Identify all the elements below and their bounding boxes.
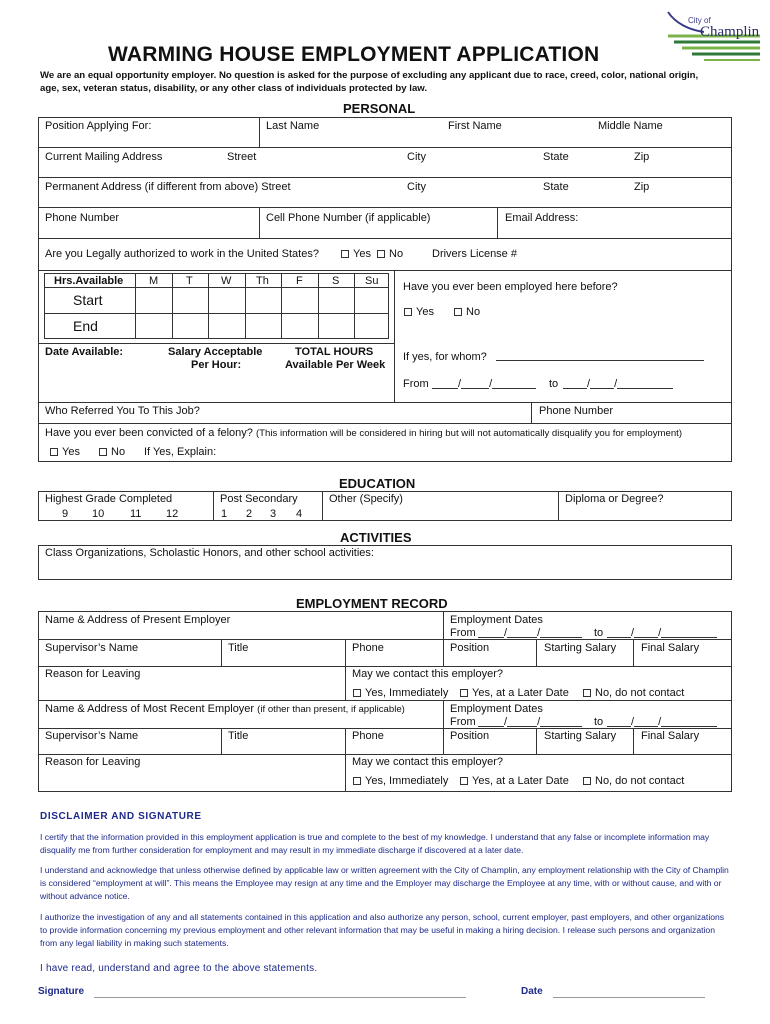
eeo-statement: We are an equal opportunity employer. No question is asked for the purpose of excluding any applicant due to race, creed, color, national origin, age, sex, veteran status, disability, or any other class of individuals protected by law.	[40, 70, 699, 94]
permanent-state-label: State	[543, 181, 569, 193]
present-supervisor-label: Supervisor’s Name	[45, 642, 139, 654]
signature-label: Signature	[38, 986, 85, 997]
logo-small-text: City of	[688, 16, 711, 25]
highest-grade-label: Highest Grade Completed	[45, 493, 173, 505]
checkbox[interactable]	[460, 777, 468, 785]
signature-line[interactable]	[94, 997, 466, 998]
present-employer-label: Name & Address of Present Employer	[45, 614, 231, 626]
end-row-label: End	[73, 318, 98, 334]
present-reason-input[interactable]	[45, 682, 339, 695]
grade-option-9[interactable]: 9	[62, 508, 69, 520]
option-immediately-label: Yes, Immediately	[365, 687, 449, 699]
permanent-address-label: Permanent Address (if different from above) Street	[45, 181, 291, 193]
mailing-zip-label: Zip	[634, 151, 650, 163]
last-name-input[interactable]	[266, 133, 442, 146]
position-input[interactable]	[45, 133, 253, 146]
from-label: From	[403, 378, 429, 390]
checkbox[interactable]	[50, 448, 58, 456]
phone-input[interactable]	[45, 224, 253, 237]
present-contact-immediately[interactable]	[353, 687, 448, 700]
salary-acceptable-label: Salary Acceptable	[168, 346, 263, 358]
year-option-2[interactable]: 2	[246, 508, 253, 520]
recent-employer-title: Name & Address of Most Recent Employer	[45, 703, 255, 715]
work-authorization-label: Are you Legally authorized to work in the United States?	[45, 248, 319, 260]
present-final-salary-label: Final Salary	[641, 642, 700, 654]
permanent-zip-label: Zip	[634, 181, 650, 193]
middle-name-input[interactable]	[598, 133, 728, 146]
employed-before-no-option[interactable]	[454, 306, 480, 319]
felony-question	[45, 427, 682, 440]
last-name-label: Last Name	[266, 120, 320, 132]
checkbox[interactable]	[583, 777, 591, 785]
present-title-label: Title	[228, 642, 249, 654]
checkbox[interactable]	[99, 448, 107, 456]
middle-name-label: Middle Name	[598, 120, 663, 132]
recent-to-label: to	[594, 716, 604, 728]
date-available-label: Date Available:	[45, 346, 124, 358]
recent-contact-no[interactable]	[583, 775, 684, 788]
checkbox[interactable]	[353, 777, 361, 785]
first-name-label: First Name	[448, 120, 502, 132]
recent-reason-label: Reason for Leaving	[45, 756, 141, 768]
authorized-yes-label: Yes	[353, 248, 371, 260]
permanent-address-input[interactable]	[45, 193, 725, 206]
grade-option-12[interactable]: 12	[166, 508, 179, 520]
authorized-no-label: No	[389, 248, 404, 260]
checkbox[interactable]	[460, 689, 468, 697]
diploma-label: Diploma or Degree?	[565, 493, 664, 505]
disclaimer-paragraph-3: I authorize the investigation of any and all statements contained in this application and also authorize any person, school, current employer, past employers, and other organizations to provide information concerning my previous employment and other relevant information that may be useful in making a hiring decision. I release such persons and organization from any legal liability in making such statements.	[40, 912, 725, 948]
mailing-address-label: Current Mailing Address	[45, 151, 163, 163]
email-input[interactable]	[505, 224, 727, 237]
present-employer-input[interactable]	[45, 626, 437, 639]
cell-label: Cell Phone Number (if applicable)	[266, 212, 431, 224]
day-friday: F	[296, 275, 303, 287]
cell-input[interactable]	[266, 224, 491, 237]
referred-input[interactable]	[210, 405, 525, 418]
recent-position-label: Position	[450, 730, 490, 742]
salary-input[interactable]	[168, 380, 268, 393]
total-hours-label: TOTAL HOURS	[295, 346, 374, 358]
hours-available-header: Hrs.Available	[54, 275, 124, 287]
employed-before-yes-label: Yes	[416, 306, 434, 318]
section-activities: ACTIVITIES	[340, 530, 412, 545]
felony-explain-label: If Yes, Explain:	[144, 446, 217, 458]
recent-supervisor-label: Supervisor’s Name	[45, 730, 139, 742]
agreement-statement: I have read, understand and agree to the above statements.	[40, 963, 318, 974]
option-immediately-label: Yes, Immediately	[365, 775, 449, 787]
section-education: EDUCATION	[339, 476, 416, 491]
recent-phone-label: Phone	[352, 730, 384, 742]
felony-explain-input[interactable]	[225, 446, 725, 459]
day-saturday: S	[332, 275, 340, 287]
day-thursday: Th	[256, 275, 269, 287]
other-specify-label: Other (Specify)	[329, 493, 403, 505]
disclaimer-paragraph-2: I understand and acknowledge that unless otherwise defined by applicable law or written agreement with the City of Champlin, any employment relationship with the City of Champlin is considered “employment at will”. This means the Employee may resign at any time and the Employer may discharge the Employee at any time, with or without cause, and with or without advance notice.	[40, 865, 729, 901]
felony-note: (This information will be considered in hiring but will not automatically disqualify you for employment)	[255, 428, 683, 439]
employed-before-no-label: No	[466, 306, 481, 318]
present-from-label: From	[450, 627, 476, 639]
mailing-state-label: State	[543, 151, 569, 163]
felony-no-option[interactable]	[99, 446, 125, 459]
activities-label: Class Organizations, Scholastic Honors, and other school activities:	[45, 547, 374, 559]
employed-before-yes-option[interactable]	[404, 306, 434, 319]
to-label: to	[549, 378, 559, 390]
email-label: Email Address:	[505, 212, 579, 224]
page-title: WARMING HOUSE EMPLOYMENT APPLICATION	[108, 43, 600, 66]
authorized-yes-option[interactable]	[341, 248, 371, 261]
grade-option-10[interactable]: 10	[92, 508, 105, 520]
recent-from-blank[interactable]: / /	[478, 716, 582, 729]
year-option-3[interactable]: 3	[270, 508, 277, 520]
permanent-city-label: City	[407, 181, 426, 193]
referrer-phone-label: Phone Number	[539, 405, 613, 417]
checkbox[interactable]	[377, 250, 385, 258]
checkbox[interactable]	[404, 308, 412, 316]
logo-name: Champlin	[700, 24, 760, 40]
first-name-input[interactable]	[448, 133, 592, 146]
recent-reason-input[interactable]	[45, 770, 339, 783]
recent-dates-label: Employment Dates	[450, 703, 543, 715]
day-monday: M	[149, 275, 159, 287]
recent-to-blank[interactable]: / /	[607, 716, 717, 729]
present-from-blank[interactable]: / /	[478, 627, 582, 640]
mailing-city-label: City	[407, 151, 426, 163]
other-specify-input[interactable]	[329, 507, 551, 520]
date-available-input[interactable]	[45, 380, 155, 393]
present-phone-label: Phone	[352, 642, 384, 654]
to-date-blank[interactable]: / /	[563, 378, 673, 391]
year-option-1[interactable]: 1	[221, 508, 228, 520]
present-dates-label: Employment Dates	[450, 614, 543, 626]
present-to-blank[interactable]: / /	[607, 627, 717, 640]
present-reason-label: Reason for Leaving	[45, 668, 141, 680]
recent-final-salary-label: Final Salary	[641, 730, 700, 742]
recent-contact-question: May we contact this employer?	[352, 756, 504, 768]
recent-starting-salary-label: Starting Salary	[544, 730, 617, 742]
recent-contact-immediately[interactable]	[353, 775, 448, 788]
start-row-label: Start	[73, 292, 103, 308]
year-option-4[interactable]: 4	[296, 508, 303, 520]
option-later-label: Yes, at a Later Date	[472, 775, 569, 787]
recent-from-label: From	[450, 716, 476, 728]
diploma-input[interactable]	[565, 507, 727, 520]
from-date-blank[interactable]: / /	[432, 378, 536, 391]
phone-label: Phone Number	[45, 212, 119, 224]
for-whom-line[interactable]	[496, 351, 704, 361]
day-tuesday: T	[186, 275, 193, 287]
mailing-street-label: Street	[227, 151, 257, 163]
per-hour-label: Per Hour:	[191, 359, 242, 371]
present-to-label: to	[594, 627, 604, 639]
present-contact-no[interactable]	[583, 687, 684, 700]
felony-no-label: No	[111, 446, 126, 458]
section-employment: EMPLOYMENT RECORD	[296, 596, 448, 611]
grade-option-11[interactable]: 11	[130, 508, 142, 520]
felony-label: Have you ever been convicted of a felony?	[45, 427, 253, 439]
option-no-label: No, do not contact	[595, 687, 685, 699]
checkbox[interactable]	[454, 308, 462, 316]
disclaimer-paragraph-1: I certify that the information provided in this employment application is true and complete to the best of my knowledge. I understand that any false or incomplete information may disqualify me from further consideration for employment and may result in my immediate discharge if discovered at a later date.	[40, 832, 710, 855]
drivers-license-input[interactable]	[524, 248, 724, 261]
available-per-week-label: Available Per Week	[285, 359, 386, 371]
present-starting-salary-label: Starting Salary	[544, 642, 617, 654]
felony-yes-option[interactable]	[50, 446, 80, 459]
checkbox[interactable]	[583, 689, 591, 697]
checkbox[interactable]	[353, 689, 361, 697]
present-contact-question: May we contact this employer?	[352, 668, 504, 680]
present-contact-later[interactable]	[460, 687, 569, 700]
option-later-label: Yes, at a Later Date	[472, 687, 569, 699]
day-wednesday: W	[221, 275, 232, 287]
section-disclaimer: DISCLAIMER AND SIGNATURE	[40, 811, 202, 822]
section-personal: PERSONAL	[343, 101, 416, 116]
authorized-no-option[interactable]	[377, 248, 403, 261]
recent-employer-input[interactable]	[45, 715, 437, 728]
referred-label: Who Referred You To This Job?	[45, 405, 200, 417]
recent-title-label: Title	[228, 730, 249, 742]
post-secondary-label: Post Secondary	[220, 493, 298, 505]
recent-contact-later[interactable]	[460, 775, 569, 788]
checkbox[interactable]	[341, 250, 349, 258]
present-position-label: Position	[450, 642, 490, 654]
total-hours-input[interactable]	[285, 380, 385, 393]
activities-input[interactable]	[45, 562, 725, 575]
mailing-address-input[interactable]	[45, 163, 725, 176]
day-sunday: Su	[365, 275, 379, 287]
felony-yes-label: Yes	[62, 446, 80, 458]
drivers-license-label: Drivers License #	[432, 248, 517, 260]
option-no-label: No, do not contact	[595, 775, 685, 787]
date-label: Date	[521, 986, 543, 997]
recent-employer-note: (if other than present, if applicable)	[257, 704, 405, 715]
employed-before-question: Have you ever been employed here before?	[403, 281, 618, 293]
date-line[interactable]	[553, 997, 705, 998]
for-whom-label: If yes, for whom?	[403, 351, 487, 363]
position-label: Position Applying For:	[45, 120, 152, 132]
